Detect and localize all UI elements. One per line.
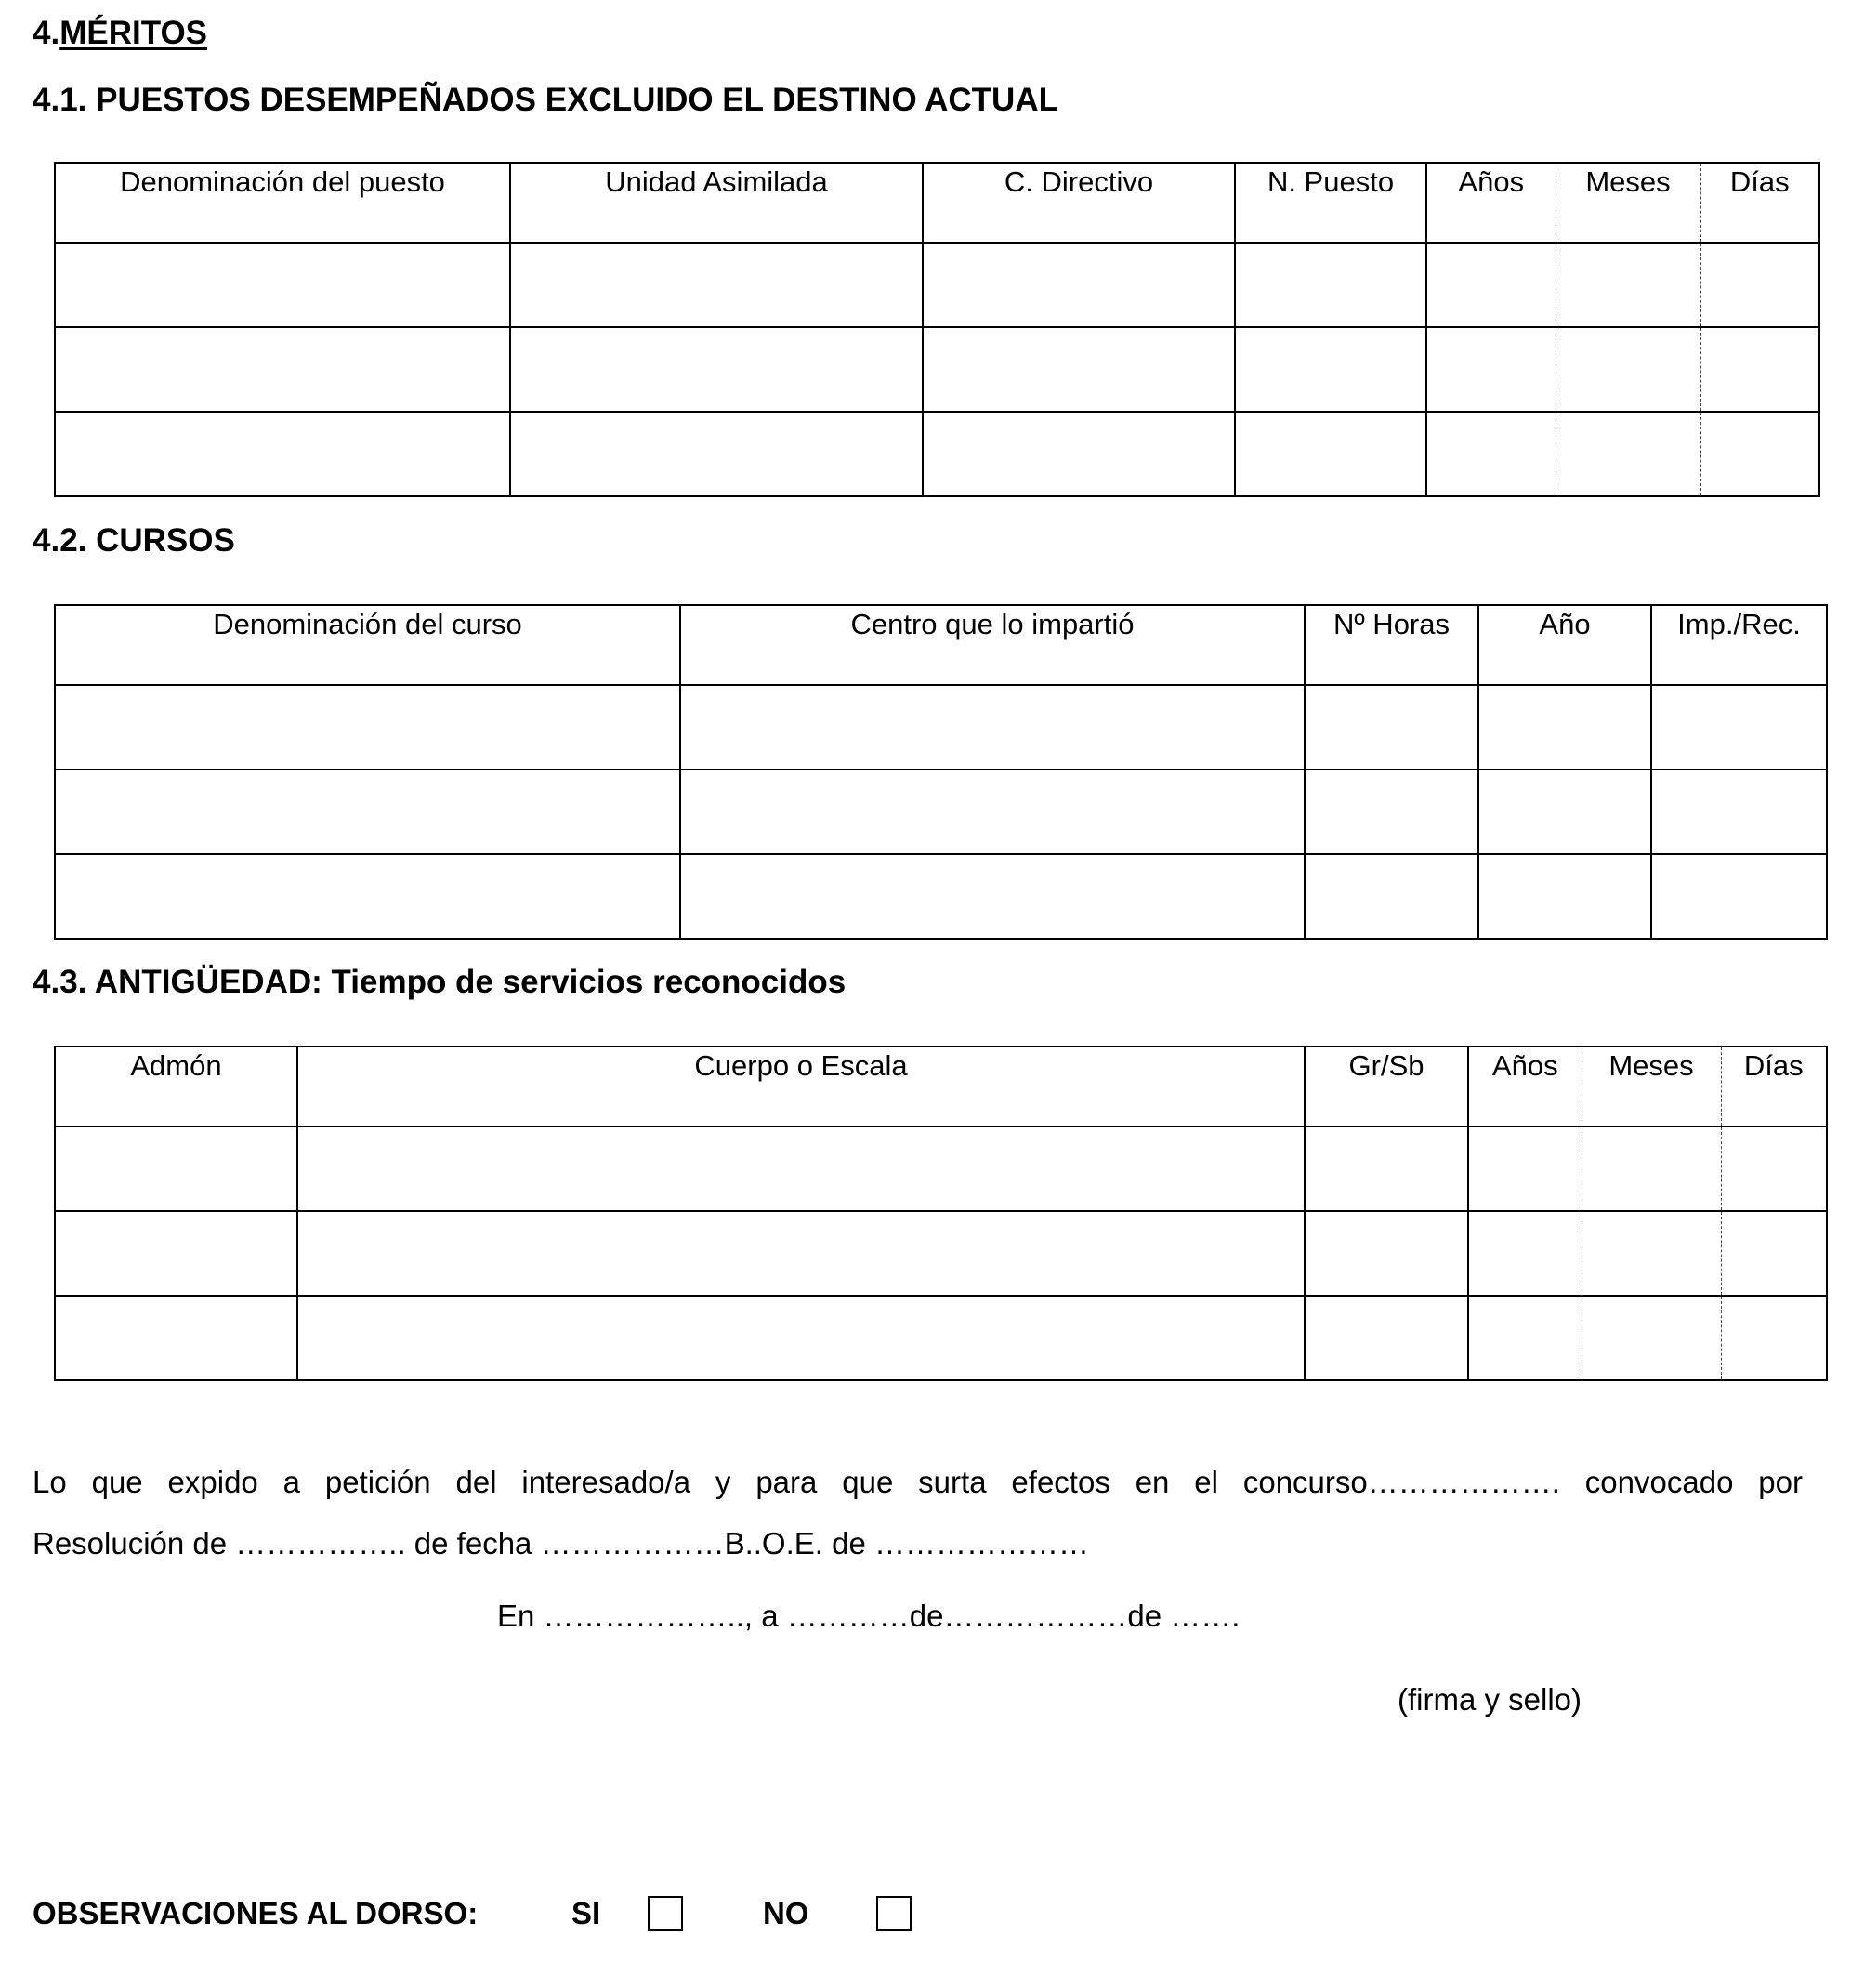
cell-dias[interactable]: [1700, 412, 1819, 496]
cell-dias[interactable]: [1700, 327, 1819, 412]
cell-anos[interactable]: [1468, 1296, 1582, 1380]
column-header: Denominación del curso: [55, 605, 680, 685]
cell-curso[interactable]: [55, 854, 680, 939]
cell-anos[interactable]: [1468, 1126, 1582, 1211]
table-row: [55, 1126, 1827, 1211]
cell-admon[interactable]: [55, 1296, 297, 1380]
column-header: Admón: [55, 1047, 297, 1126]
cell-unidad[interactable]: [510, 412, 923, 496]
cursos-heading: 4.2. CURSOS: [33, 522, 235, 559]
table-row: [55, 770, 1827, 854]
cell-centro[interactable]: [680, 770, 1305, 854]
observaciones-label: OBSERVACIONES AL DORSO:: [33, 1896, 479, 1930]
cell-cuerpo[interactable]: [297, 1126, 1305, 1211]
column-header: Meses: [1556, 163, 1700, 243]
puestos-heading: 4.1. PUESTOS DESEMPEÑADOS EXCLUIDO EL DESTINO ACTUAL: [33, 82, 1058, 118]
cell-cuerpo[interactable]: [297, 1211, 1305, 1296]
cell-horas[interactable]: [1305, 854, 1478, 939]
cell-meses[interactable]: [1582, 1211, 1721, 1296]
column-header: Días: [1721, 1047, 1827, 1126]
table-row: [55, 1296, 1827, 1380]
cell-directivo[interactable]: [923, 412, 1235, 496]
cell-unidad[interactable]: [510, 327, 923, 412]
statement-line-1: Lo que expido a petición del interesado/a y para que surta efectos en el concurso………………. convocado por: [33, 1465, 1803, 1499]
cell-meses[interactable]: [1556, 327, 1700, 412]
column-header: Días: [1700, 163, 1819, 243]
cell-admon[interactable]: [55, 1211, 297, 1296]
cell-unidad[interactable]: [510, 243, 923, 327]
cell-directivo[interactable]: [923, 243, 1235, 327]
statement-line-2: Resolución de …………….. de fecha ………………B..O.E. de …………………: [33, 1526, 1089, 1560]
cell-directivo[interactable]: [923, 327, 1235, 412]
column-header: Años: [1468, 1047, 1582, 1126]
cell-denominacion[interactable]: [55, 243, 510, 327]
no-label: NO: [763, 1896, 809, 1930]
table-row: [55, 327, 1819, 412]
table-row: [55, 243, 1819, 327]
column-header: Nº Horas: [1305, 605, 1478, 685]
puestos-table: [54, 162, 1820, 497]
si-checkbox[interactable]: [648, 1896, 683, 1931]
place-date-line: En ……………….., a …………de………………de …….: [497, 1599, 1241, 1633]
cell-centro[interactable]: [680, 854, 1305, 939]
cell-dias[interactable]: [1721, 1126, 1827, 1211]
cell-dias[interactable]: [1721, 1296, 1827, 1380]
column-header: Meses: [1582, 1047, 1721, 1126]
cell-anos[interactable]: [1426, 243, 1556, 327]
column-header: Cuerpo o Escala: [297, 1047, 1305, 1126]
table-header-row: [55, 605, 1827, 685]
cell-imprec[interactable]: [1651, 770, 1827, 854]
column-header: Unidad Asimilada: [510, 163, 923, 243]
cell-curso[interactable]: [55, 685, 680, 770]
column-header: C. Directivo: [923, 163, 1235, 243]
column-header: Denominación del puesto: [55, 163, 510, 243]
no-checkbox[interactable]: [876, 1896, 912, 1931]
table-row: [55, 854, 1827, 939]
cell-meses[interactable]: [1582, 1126, 1721, 1211]
section-heading: [33, 15, 207, 52]
column-header: Años: [1426, 163, 1556, 243]
section-title: MÉRITOS: [59, 15, 208, 51]
cell-dias[interactable]: [1700, 243, 1819, 327]
cell-grsb[interactable]: [1305, 1211, 1468, 1296]
cell-imprec[interactable]: [1651, 685, 1827, 770]
cell-grsb[interactable]: [1305, 1126, 1468, 1211]
column-header: N. Puesto: [1235, 163, 1426, 243]
column-header: Centro que lo impartió: [680, 605, 1305, 685]
section-number: 4.: [33, 15, 60, 51]
cell-anos[interactable]: [1468, 1211, 1582, 1296]
cell-ano[interactable]: [1478, 685, 1651, 770]
column-header: Año: [1478, 605, 1651, 685]
cursos-table: [54, 604, 1828, 940]
table-header-row: [55, 163, 1819, 243]
cell-curso[interactable]: [55, 770, 680, 854]
column-header: Imp./Rec.: [1651, 605, 1827, 685]
table-row: [55, 685, 1827, 770]
column-header: Gr/Sb: [1305, 1047, 1468, 1126]
cell-dias[interactable]: [1721, 1211, 1827, 1296]
table-row: [55, 1211, 1827, 1296]
cell-meses[interactable]: [1582, 1296, 1721, 1380]
cell-imprec[interactable]: [1651, 854, 1827, 939]
cell-cuerpo[interactable]: [297, 1296, 1305, 1380]
table-header-row: [55, 1047, 1827, 1126]
cell-admon[interactable]: [55, 1126, 297, 1211]
cell-ano[interactable]: [1478, 770, 1651, 854]
cell-horas[interactable]: [1305, 685, 1478, 770]
cell-meses[interactable]: [1556, 243, 1700, 327]
statement-paragraph: [33, 1452, 1803, 1574]
cell-centro[interactable]: [680, 685, 1305, 770]
cell-anos[interactable]: [1426, 327, 1556, 412]
cell-grsb[interactable]: [1305, 1296, 1468, 1380]
signature-label: (firma y sello): [1398, 1682, 1582, 1717]
cell-ano[interactable]: [1478, 854, 1651, 939]
cell-npuesto[interactable]: [1235, 243, 1426, 327]
cell-denominacion[interactable]: [55, 412, 510, 496]
antiguedad-heading: 4.3. ANTIGÜEDAD: Tiempo de servicios reconocidos: [33, 964, 847, 1000]
table-row: [55, 412, 1819, 496]
antiguedad-table: [54, 1046, 1828, 1381]
cell-npuesto[interactable]: [1235, 412, 1426, 496]
cell-meses[interactable]: [1556, 412, 1700, 496]
cell-denominacion[interactable]: [55, 327, 510, 412]
cell-anos[interactable]: [1426, 412, 1556, 496]
cell-npuesto[interactable]: [1235, 327, 1426, 412]
si-label: SI: [571, 1896, 601, 1930]
cell-horas[interactable]: [1305, 770, 1478, 854]
